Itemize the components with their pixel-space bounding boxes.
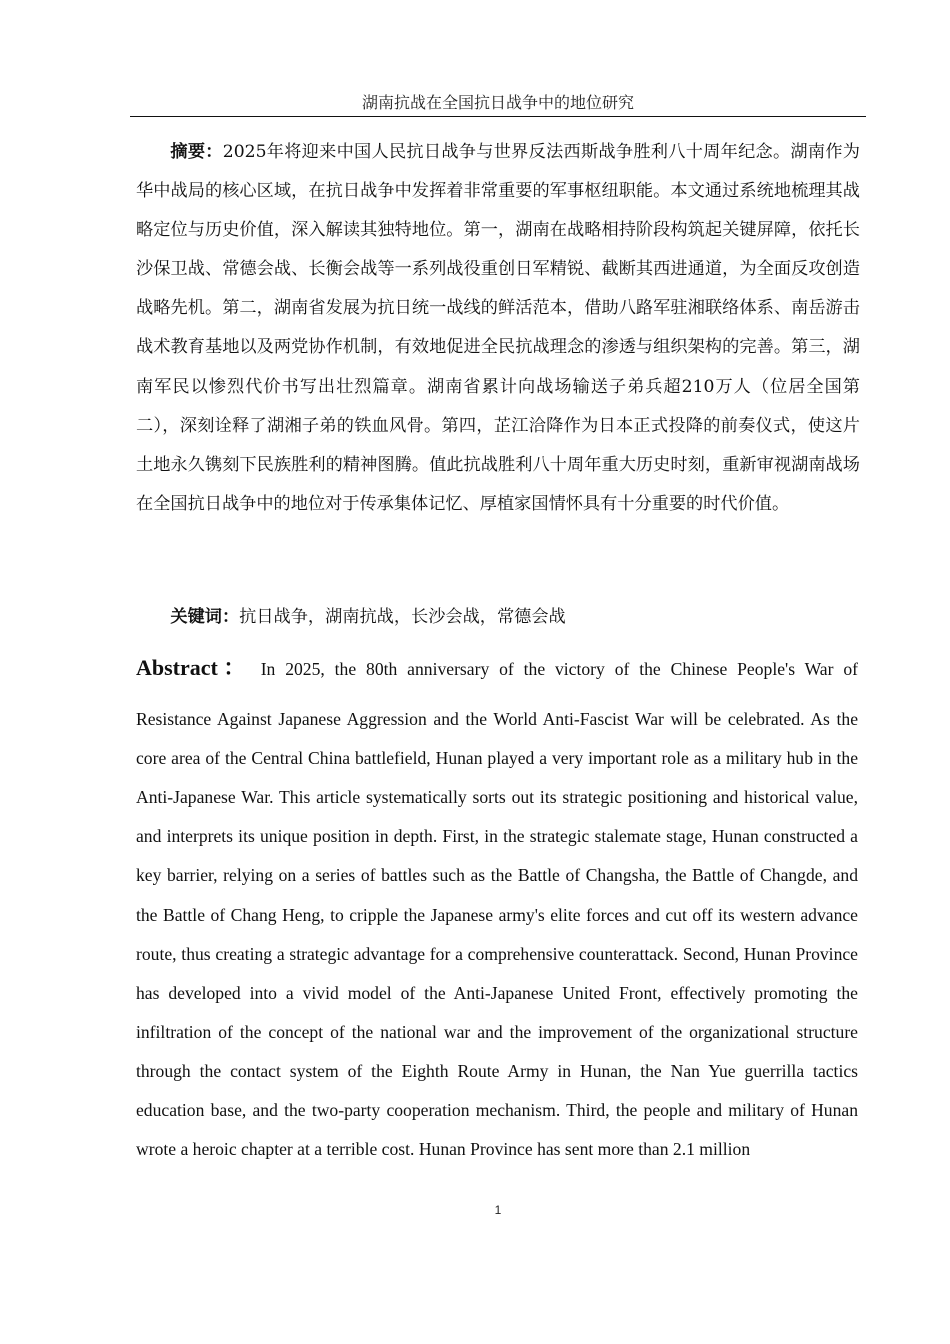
chinese-keywords-text: 抗日战争，湖南抗战，长沙会战，常德会战 (239, 607, 566, 627)
chinese-abstract-label: 摘要： (170, 142, 223, 162)
english-abstract (136, 648, 858, 1169)
chinese-keywords (136, 598, 860, 636)
english-abstract-first-line-text: In 2025, the 80th anniversary of the victory of the Chinese People's War of (260, 659, 858, 679)
running-header-title: 湖南抗战在全国抗日战争中的地位研究 (361, 93, 634, 112)
chinese-keywords-label: 关键词： (170, 607, 240, 627)
english-abstract-text: Resistance Against Japanese Aggression and the World Anti-Fascist War will be celebrated. As the core area of the Central China battlefield, Hunan played a very important role as a military hub in the Anti-Japanese War. This article systematically sorts out its strategic positioning and historical value, and interprets its unique position in depth. First, in the strategic stalemate stage, Hunan constructed a key barrier, relying on a series of battles such as the Battle of Changsha, the Battle of Changde, and the Battle of Chang Heng, to cripple the Japanese army's elite forces and cut off its western advance route, thus creating a strategic advantage for a comprehensive counterattack. Second, Hunan Province has developed into a vivid model of the Anti-Japanese United Front, effectively promoting the infiltration of the concept of the national war and the improvement of the organizational structure through the contact system of the Eighth Route Army in Hunan, the Nan Yue guerrilla tactics education base, and the two-party cooperation mechanism. Third, the people and military of Hunan wrote a heroic chapter at a terrible cost. Hunan Province has sent more than 2.1 million (136, 709, 858, 1160)
header-divider (130, 116, 866, 117)
chinese-abstract (136, 133, 860, 524)
page-number: 1 (494, 1203, 502, 1217)
english-abstract-first-line (136, 648, 858, 689)
english-abstract-label: Abstract： (136, 655, 251, 680)
chinese-abstract-text: 2025年将迎来中国人民抗日战争与世界反法西斯战争胜利八十周年纪念。湖南作为华中战局的核心区域，在抗日战争中发挥着非常重要的军事枢纽职能。本文通过系统地梳理其战略定位与历史价值，深入解读其独特地位。第一，湖南在战略相持阶段构筑起关键屏障，依托长沙保卫战、常德会战、长衡会战等一系列战役重创日军精锐、截断其西进通道，为全面反攻创造战略先机。第二，湖南省发展为抗日统一战线的鲜活范本，借助八路军驻湘联络体系、南岳游击战术教育基地以及两党协作机制，有效地促进全民抗战理念的渗透与组织架构的完善。第三，湖南军民以惨烈代价书写出壮烈篇章。湖南省累计向战场输送子弟兵超210万人（位居全国第二），深刻诠释了湖湘子弟的铁血风骨。第四，芷江洽降作为日本正式投降的前奏仪式，使这片土地永久镌刻下民族胜利的精神图腾。值此抗战胜利八十周年重大历史时刻，重新审视湖南战场在全国抗日战争中的地位对于传承集体记忆、厚植家国情怀具有十分重要的时代价值。 (136, 142, 860, 514)
